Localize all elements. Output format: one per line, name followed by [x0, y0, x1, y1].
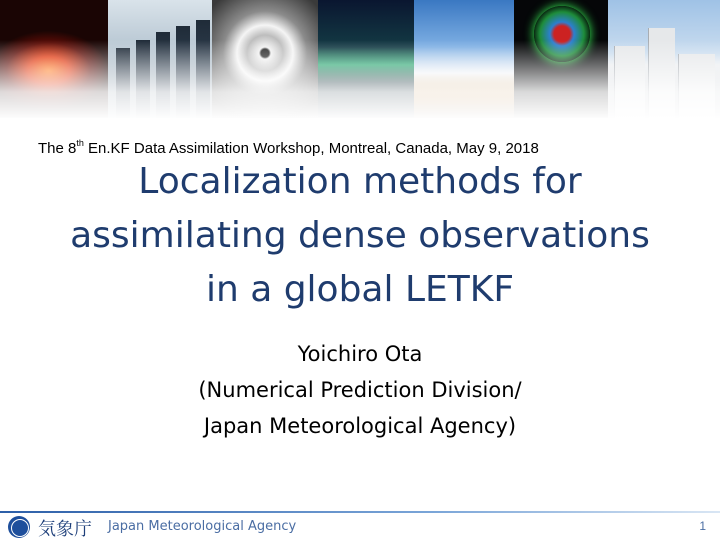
slide-title: [0, 155, 720, 317]
title-line-2: assimilating dense observations: [70, 215, 650, 256]
workshop-info: The 8th En.KF Data Assimilation Workshop, Montreal, Canada, May 9, 2018: [38, 138, 539, 157]
org-kanji: 気象庁: [38, 519, 92, 540]
banner-fade: [0, 40, 720, 120]
author-name: Yoichiro Ota: [297, 342, 423, 366]
page-number: 1: [699, 519, 706, 533]
title-line-1: Localization methods for: [138, 161, 582, 202]
org-english: Japan Meteorological Agency: [108, 519, 297, 534]
jma-logo-icon: [8, 516, 30, 538]
title-line-3: in a global LETKF: [205, 269, 515, 310]
author-block: [0, 336, 720, 444]
author-affiliation-1: (Numerical Prediction Division/: [198, 378, 522, 402]
workshop-superscript: th: [76, 138, 84, 148]
footer-divider: [0, 511, 720, 513]
author-affiliation-2: Japan Meteorological Agency): [203, 414, 517, 438]
